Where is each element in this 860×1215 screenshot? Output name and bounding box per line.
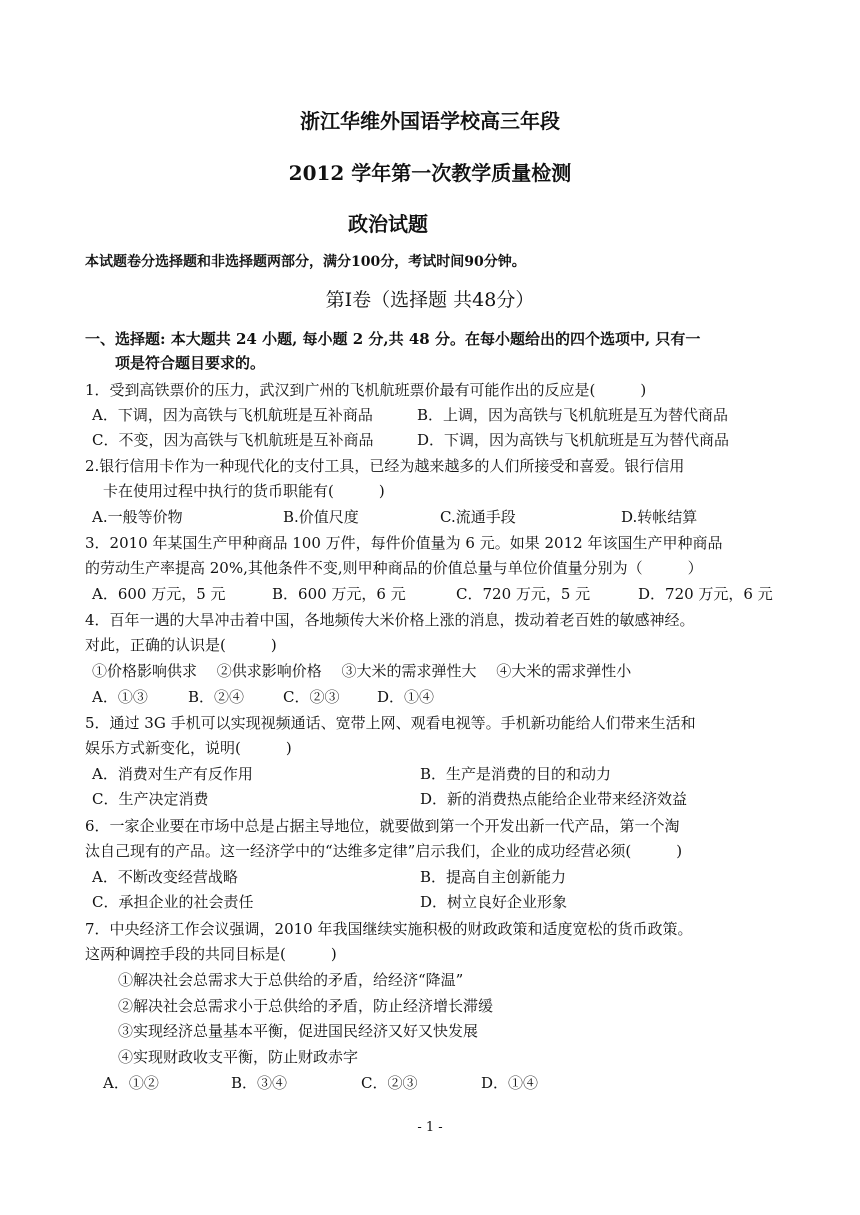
q6-option-d: D．树立良好企业形象	[420, 893, 568, 911]
q3-option-a: A．600 万元，5 元	[92, 585, 226, 603]
q2-option-a: A.一般等价物	[92, 508, 183, 526]
q6-stem-line2: 汰自己现有的产品。这一经济学中的“达维多定律”启示我们，企业的成功经营必须( )	[85, 842, 683, 860]
q4-statements: ①价格影响供求 ②供求影响价格 ③大米的需求弹性大 ④大米的需求弹性小	[92, 662, 632, 680]
q7-statement-1: ①解决社会总需求大于总供给的矛盾，给经济“降温”	[118, 971, 464, 989]
school-title: 浙江华维外国语学校高三年段	[300, 109, 560, 133]
q3-stem-line1: 3．2010 年某国生产甲种商品 100 万件，每件价值量为 6 元。如果 2012 年该国生产甲种商品	[85, 534, 723, 552]
q5-option-b: B．生产是消费的目的和动力	[420, 765, 612, 783]
q5-option-c: C．生产决定消费	[92, 790, 209, 808]
q2-option-b: B.价值尺度	[283, 508, 359, 526]
q7-option-d: D．①④	[481, 1074, 539, 1092]
q1-option-d: D．下调，因为高铁与飞机航班是互为替代商品	[417, 431, 730, 449]
q5-option-d: D．新的消费热点能给企业带来经济效益	[420, 790, 688, 808]
q4-option-a: A．①③	[92, 688, 148, 706]
exam-title: 2012 学年第一次教学质量检测	[288, 161, 572, 185]
page-number: - 1 -	[417, 1120, 443, 1135]
q6-option-c: C．承担企业的社会责任	[92, 893, 254, 911]
q7-statement-2: ②解决社会总需求小于总供给的矛盾，防止经济增长滞缓	[118, 997, 494, 1015]
q4-stem-line2: 对此，正确的认识是( )	[85, 636, 277, 654]
q4-option-c: C．②③	[283, 688, 340, 706]
section-instructions-line1: 一、选择题: 本大题共 24 小题, 每小题 2 分,共 48 分。在每小题给出的四个选项中, 只有一	[85, 330, 701, 348]
q5-option-a: A．消费对生产有反作用	[92, 765, 253, 783]
q5-stem-line1: 5．通过 3G 手机可以实现视频通话、宽带上网、观看电视等。手机新功能给人们带来生活和	[85, 714, 696, 732]
q7-option-c: C．②③	[361, 1074, 418, 1092]
q4-option-b: B．②④	[188, 688, 245, 706]
q3-option-c: C．720 万元，5 元	[456, 585, 591, 603]
q5-stem-line2: 娱乐方式新变化，说明( )	[85, 739, 292, 757]
q7-option-a: A．①②	[103, 1074, 159, 1092]
q7-stem-line1: 7．中央经济工作会议强调，2010 年我国继续实施积极的财政政策和适度宽松的货币政策。	[85, 920, 693, 938]
q2-stem-line1: 2.银行信用卡作为一种现代化的支付工具，已经为越来越多的人们所接受和喜爱。银行信用	[85, 457, 685, 475]
q6-stem-line1: 6．一家企业要在市场中总是占据主导地位，就要做到第一个开发出新一代产品，第一个淘	[85, 817, 680, 835]
q7-statement-3: ③实现经济总量基本平衡，促进国民经济又好又快发展	[118, 1022, 479, 1040]
instructions: 本试题卷分选择题和非选择题两部分，满分100分，考试时间90分钟。	[85, 254, 526, 270]
q7-option-b: B．③④	[231, 1074, 288, 1092]
q1-option-c: C．不变，因为高铁与飞机航班是互补商品	[92, 431, 374, 449]
q2-option-c: C.流通手段	[440, 508, 516, 526]
q3-option-d: D．720 万元，6 元	[638, 585, 773, 603]
subject-title: 政治试题	[348, 212, 428, 236]
q3-stem-line2: 的劳动生产率提高 20%,其他条件不变,则甲种商品的价值总量与单位价值量分别为（ ）	[85, 559, 703, 577]
q4-stem-line1: 4．百年一遇的大旱冲击着中国，各地频传大米价格上涨的消息，拨动着老百姓的敏感神经。	[85, 611, 695, 629]
q7-statement-4: ④实现财政收支平衡，防止财政赤字	[118, 1048, 359, 1066]
q6-option-a: A．不断改变经营战略	[92, 868, 238, 886]
q1-option-b: B．上调，因为高铁与飞机航班是互为替代商品	[417, 406, 729, 424]
q6-option-b: B．提高自主创新能力	[420, 868, 567, 886]
part-title: 第Ⅰ卷（选择题 共48分）	[325, 289, 535, 311]
section-instructions-line2: 项是符合题目要求的。	[115, 354, 266, 372]
q2-option-d: D.转帐结算	[621, 508, 698, 526]
q1-stem: 1．受到高铁票价的压力，武汉到广州的飞机航班票价最有可能作出的反应是( )	[85, 381, 647, 399]
q7-stem-line2: 这两种调控手段的共同目标是( )	[85, 945, 337, 963]
q2-stem-line2: 卡在使用过程中执行的货币职能有( )	[103, 482, 385, 500]
q4-option-d: D．①④	[377, 688, 435, 706]
q3-option-b: B．600 万元，6 元	[272, 585, 406, 603]
q1-option-a: A．下调，因为高铁与飞机航班是互补商品	[92, 406, 373, 424]
